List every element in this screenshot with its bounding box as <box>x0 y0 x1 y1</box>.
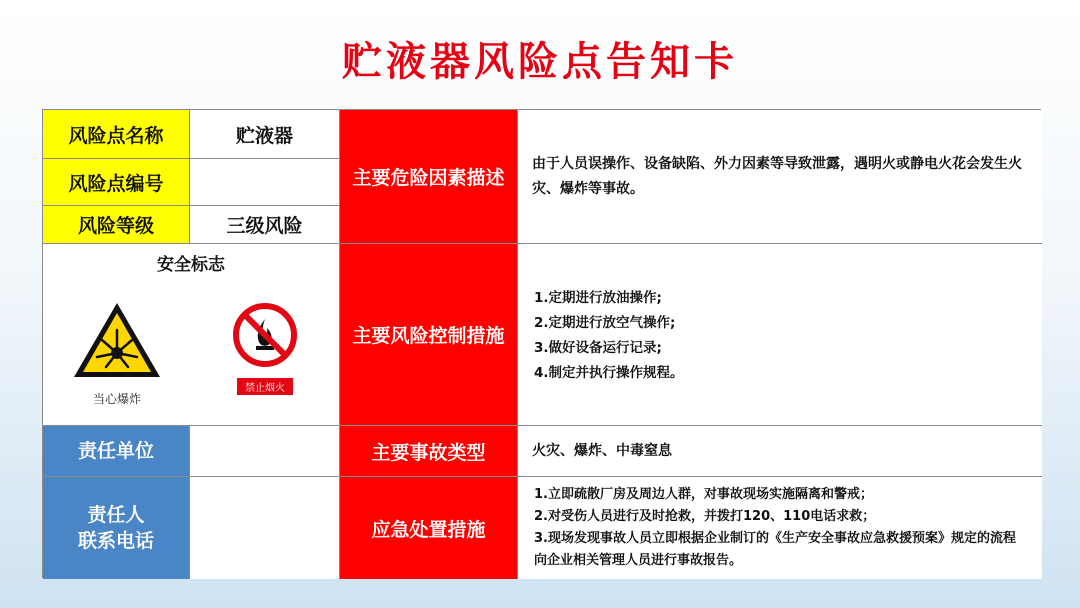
hazard-text: 由于人员误操作、设备缺陷、外力因素等导致泄露，遇明火或静电火花会发生火灾、爆炸等事故。 <box>518 110 1042 244</box>
responsible-unit-label: 责任单位 <box>43 426 190 477</box>
page-title: 贮液器风险点告知卡 <box>342 39 738 85</box>
accident-type-text: 火灾、爆炸、中毒窒息 <box>518 426 1042 477</box>
list-item: 2.对受伤人员进行及时抢救，并拨打120、110电话求救； <box>534 509 876 524</box>
list-item: 3.做好设备运行记录; <box>534 340 662 356</box>
risk-point-code-label: 风险点编号 <box>43 159 190 206</box>
safety-signs-panel <box>43 244 340 426</box>
list-item: 3.现场发现事故人员立即根据企业制订的《生产安全事故应急救援预案》规定的流程向企业相关管理人员进行事故报告。 <box>534 531 1016 568</box>
list-item: 1.定期进行放油操作; <box>534 290 662 306</box>
accident-type-label: 主要事故类型 <box>340 426 518 477</box>
explosion-sign-caption: 当心爆炸 <box>92 392 141 406</box>
risk-level-value: 三级风险 <box>190 206 340 244</box>
list-item: 2.定期进行放空气操作; <box>534 315 676 331</box>
control-list <box>518 244 1042 426</box>
list-item: 4.制定并执行操作规程。 <box>534 365 684 381</box>
responsible-unit-value <box>190 426 340 477</box>
responsible-person-value <box>190 477 340 579</box>
responsible-person-label <box>43 477 190 579</box>
risk-point-code-value <box>190 159 340 206</box>
control-label: 主要风险控制措施 <box>340 244 518 426</box>
explosion-sign <box>71 300 163 407</box>
emergency-label: 应急处置措施 <box>340 477 518 579</box>
safety-signs-title: 安全标志 <box>157 255 225 275</box>
hazard-label: 主要危险因素描述 <box>340 110 518 244</box>
no-fire-sign <box>229 302 301 395</box>
no-fire-sign-caption: 禁止烟火 <box>237 378 293 395</box>
list-item: 1.立即疏散厂房及周边人群，对事故现场实施隔离和警戒； <box>534 487 873 502</box>
explosion-warning-icon <box>71 300 163 380</box>
risk-point-name-value: 贮液器 <box>190 110 340 159</box>
responsible-person-label-line2: 联系电话 <box>77 530 154 552</box>
risk-point-name-label: 风险点名称 <box>43 110 190 159</box>
responsible-person-label-line1: 责任人 <box>87 504 145 526</box>
risk-card-table <box>42 109 1041 578</box>
emergency-list <box>518 477 1042 579</box>
no-fire-icon <box>232 302 298 368</box>
risk-level-label: 风险等级 <box>43 206 190 244</box>
